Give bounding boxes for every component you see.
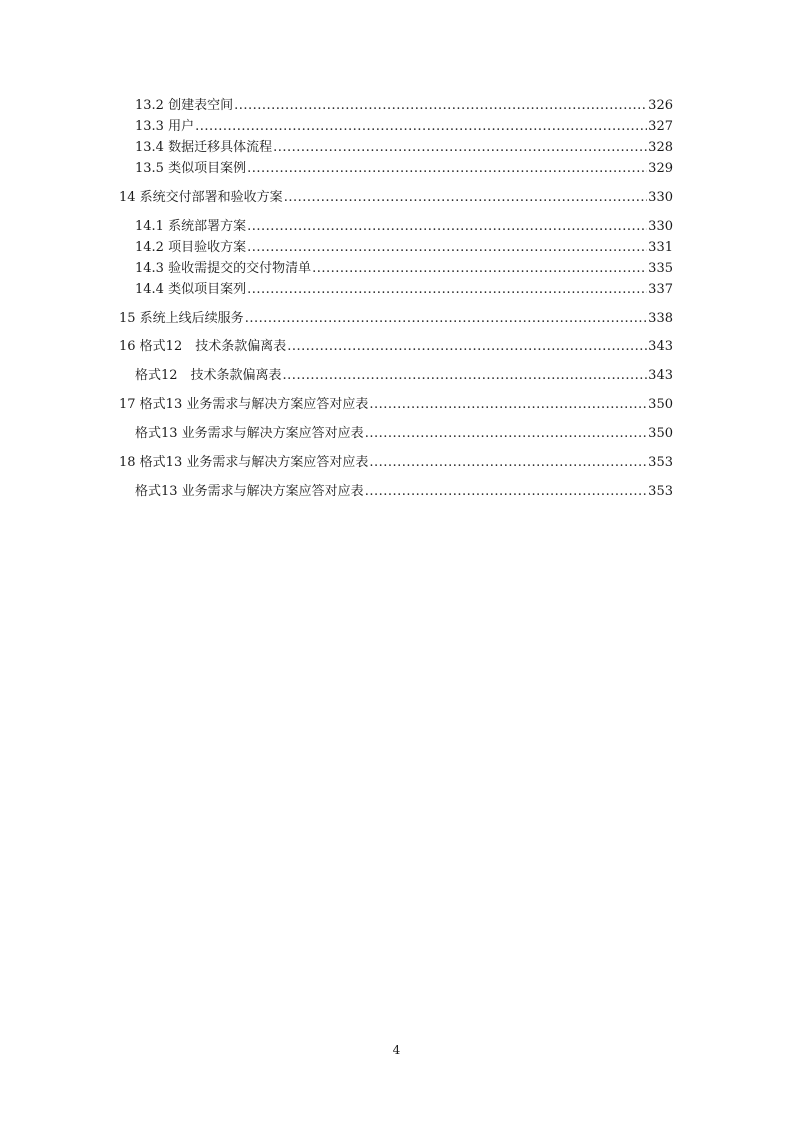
toc-entry-label: 格式13 业务需求与解决方案应答对应表	[135, 484, 364, 499]
toc-entry-page: 330	[648, 190, 673, 205]
toc-entry-label: 15 系统上线后续服务	[119, 311, 244, 326]
toc-entry[interactable]	[119, 190, 673, 206]
toc-entry[interactable]	[135, 119, 673, 135]
toc-entry[interactable]	[135, 426, 673, 442]
toc-dot-leader	[247, 161, 647, 177]
toc-entry-label: 14.3 验收需提交的交付物清单	[135, 261, 312, 276]
toc-entry-page: 350	[648, 426, 673, 441]
toc-entry-page: 327	[648, 119, 673, 134]
toc-entry[interactable]	[135, 484, 673, 500]
toc-entry[interactable]	[119, 397, 673, 413]
toc-dot-leader	[365, 426, 647, 442]
toc-entry-label: 13.2 创建表空间	[135, 98, 234, 113]
toc-dot-leader	[287, 339, 647, 355]
toc-dot-leader	[312, 261, 647, 277]
toc-entry-page: 330	[648, 219, 673, 234]
toc-entry-label: 18 格式13 业务需求与解决方案应答对应表	[119, 455, 369, 470]
toc-dot-leader	[369, 397, 647, 413]
toc-entry-page: 335	[648, 261, 673, 276]
toc-entry-label: 13.4 数据迁移具体流程	[135, 140, 273, 155]
toc-entry[interactable]	[135, 240, 673, 256]
toc-entry-label: 13.3 用户	[135, 119, 195, 134]
toc-entry-page: 331	[648, 240, 673, 255]
toc-entry-page: 329	[648, 161, 673, 176]
toc-dot-leader	[195, 119, 647, 135]
toc-entry-page: 350	[648, 397, 673, 412]
toc-entry-label: 格式12 技术条款偏离表	[135, 368, 282, 383]
toc-entry-page: 343	[648, 339, 673, 354]
toc-entry[interactable]	[119, 455, 673, 471]
toc-entry-label: 13.5 类似项目案例	[135, 161, 247, 176]
toc-entry-label: 16 格式12 技术条款偏离表	[119, 339, 287, 354]
toc-entry-label: 14.2 项目验收方案	[135, 240, 247, 255]
toc-entry[interactable]	[135, 98, 673, 114]
toc-entry[interactable]	[135, 219, 673, 235]
toc-entry[interactable]	[135, 261, 673, 277]
toc-dot-leader	[247, 219, 647, 235]
toc-entry-page: 353	[648, 484, 673, 499]
toc-dot-leader	[284, 190, 647, 206]
toc-dot-leader	[247, 282, 647, 298]
toc-dot-leader	[369, 455, 647, 471]
toc-entry-label: 格式13 业务需求与解决方案应答对应表	[135, 426, 364, 441]
toc-entry-label: 17 格式13 业务需求与解决方案应答对应表	[119, 397, 369, 412]
toc-entry-page: 337	[648, 282, 673, 297]
toc-entry-label: 14 系统交付部署和验收方案	[119, 190, 283, 205]
toc-entry[interactable]	[135, 161, 673, 177]
toc-entry[interactable]	[119, 339, 673, 355]
toc-entry-page: 328	[648, 140, 673, 155]
toc-dot-leader	[247, 240, 647, 256]
toc-dot-leader	[234, 98, 647, 114]
toc-dot-leader	[283, 368, 648, 384]
toc-entry-label: 14.4 类似项目案列	[135, 282, 247, 297]
page-number: 4	[392, 1043, 401, 1057]
toc-entry-page: 326	[648, 98, 673, 113]
toc-dot-leader	[365, 484, 647, 500]
toc-dot-leader	[245, 311, 647, 327]
toc-entry[interactable]	[135, 282, 673, 298]
toc-entry-label: 14.1 系统部署方案	[135, 219, 247, 234]
toc-entry[interactable]	[135, 140, 673, 156]
toc-dot-leader	[273, 140, 647, 156]
toc-entry[interactable]	[119, 311, 673, 327]
toc-entry-page: 343	[648, 368, 673, 383]
toc-entry[interactable]	[135, 368, 673, 384]
toc-entry-page: 338	[648, 311, 673, 326]
toc-entry-page: 353	[648, 455, 673, 470]
